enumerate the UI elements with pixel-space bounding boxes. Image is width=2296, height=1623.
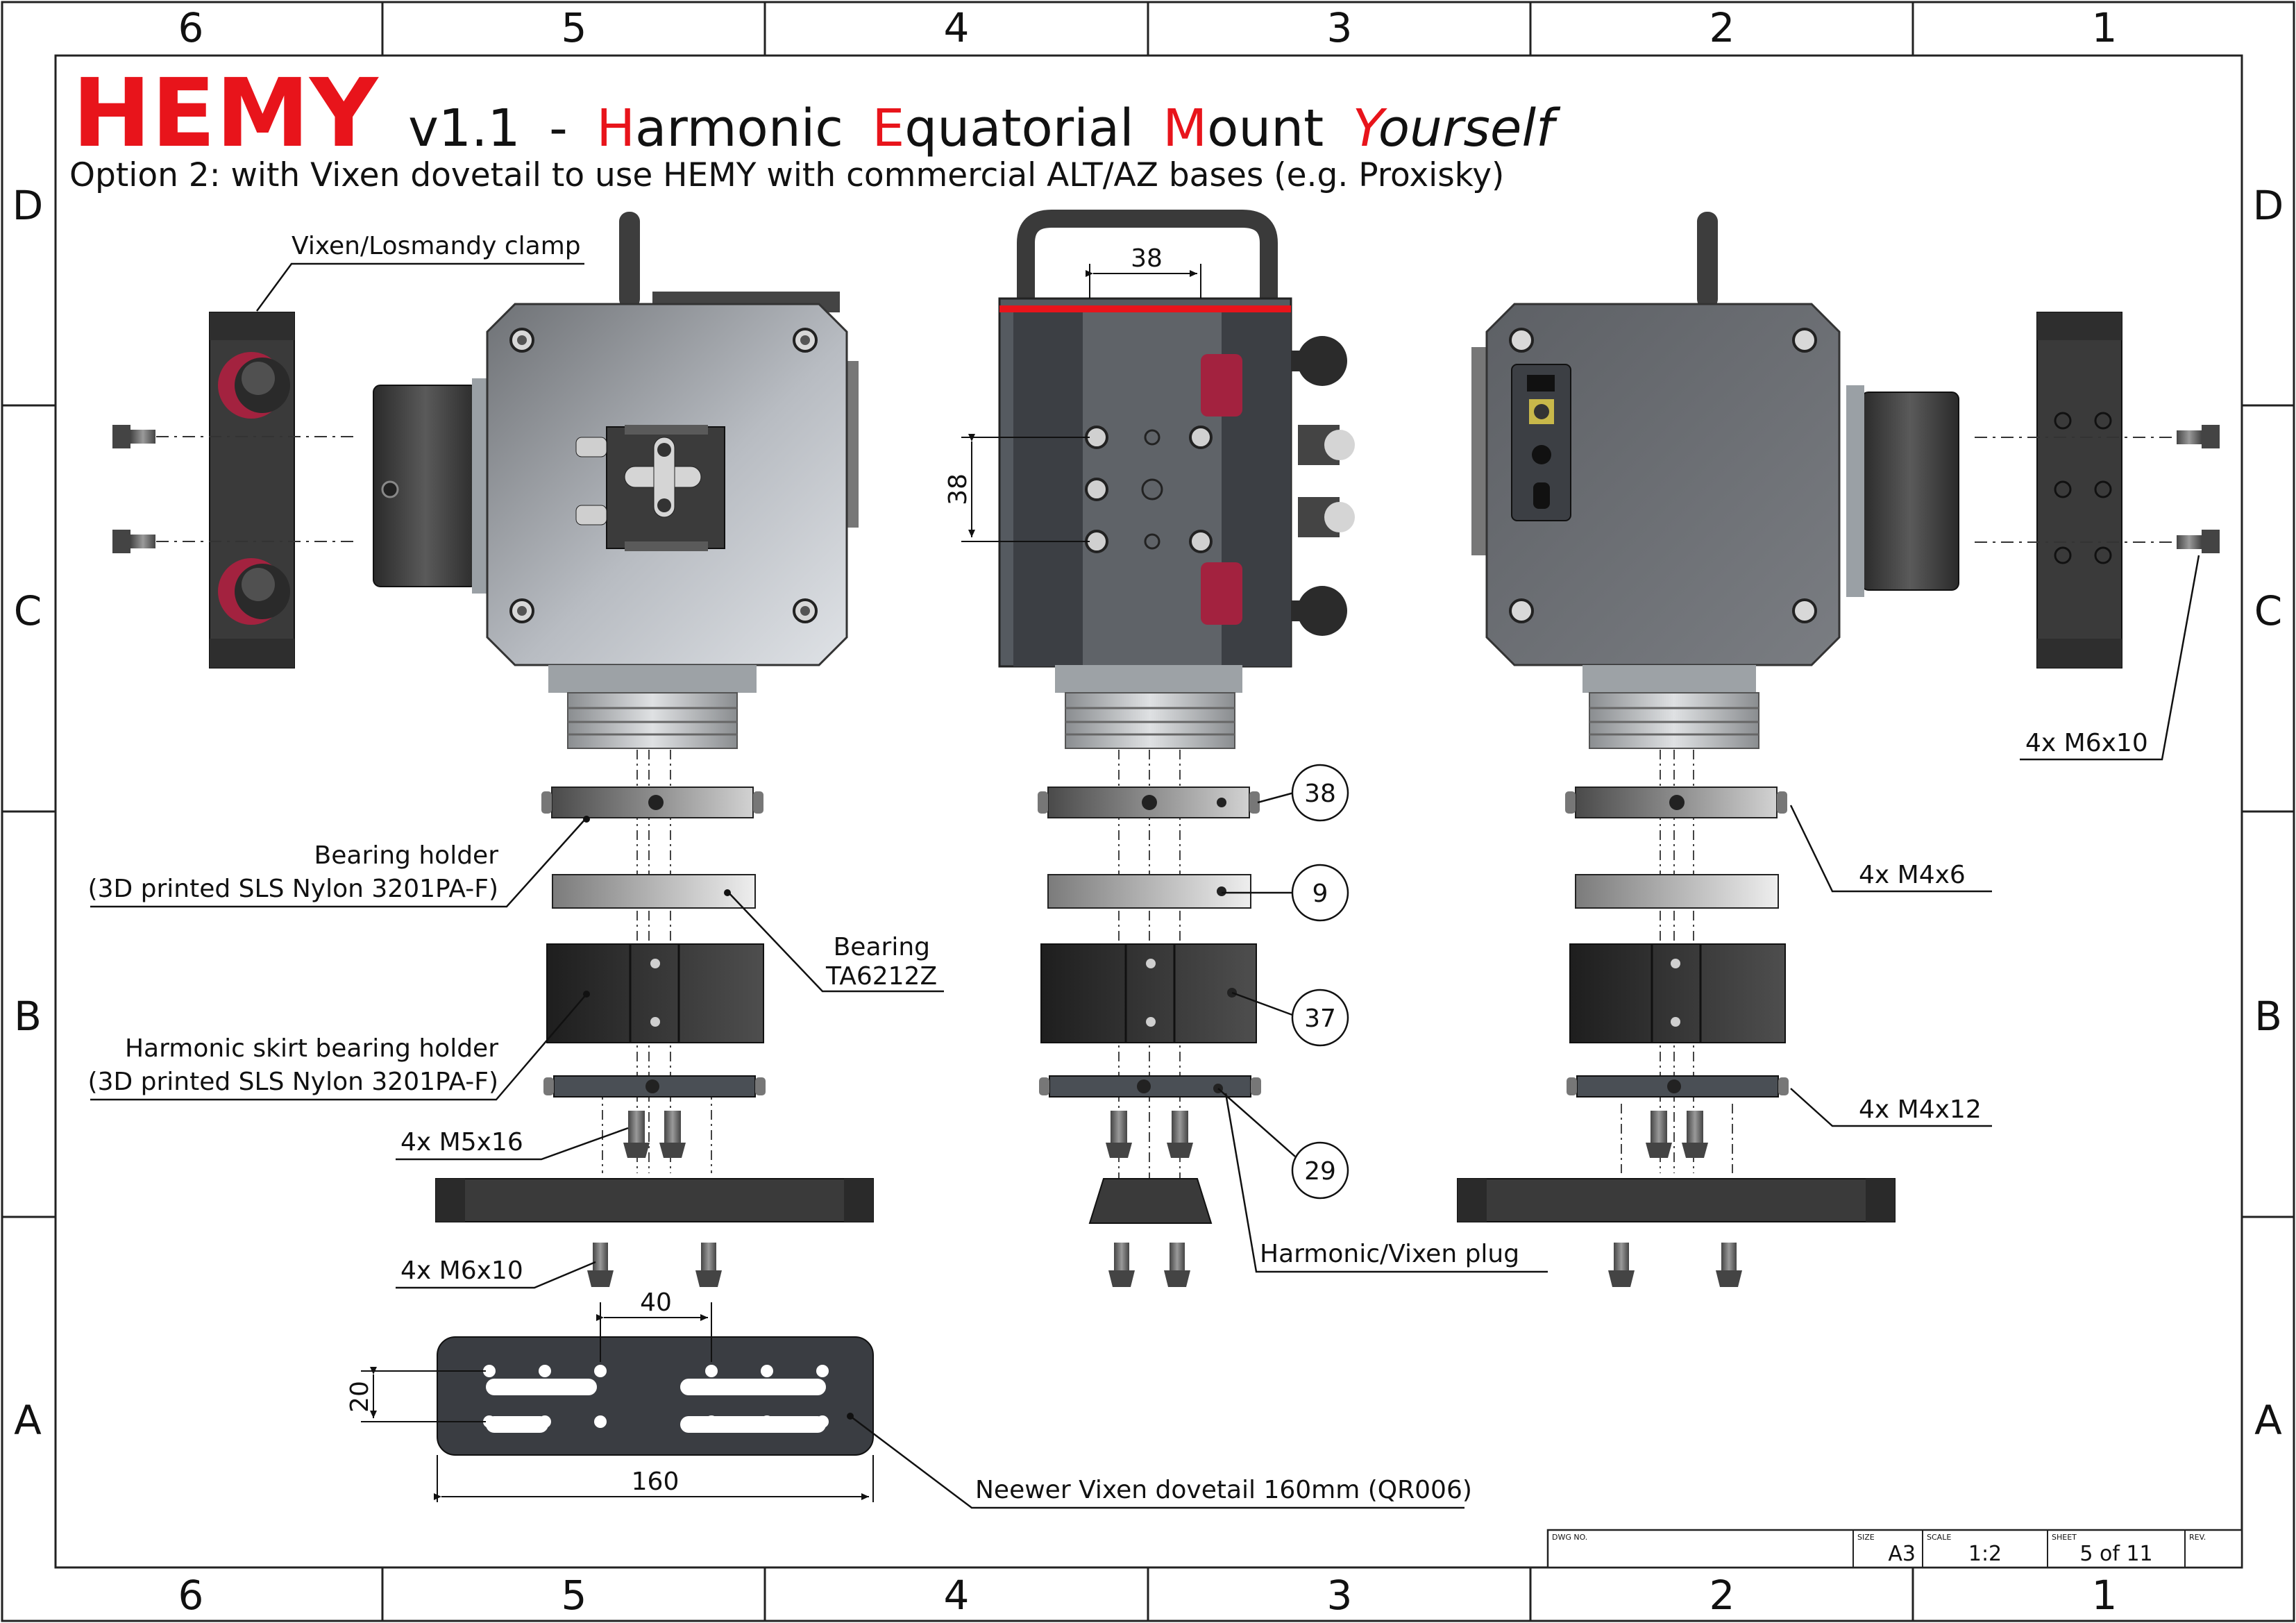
tb-scale-label: SCALE [1927, 1533, 1952, 1542]
label-bearing-2: TA6212Z [826, 962, 938, 991]
clamp-screw-left-2 [112, 530, 155, 553]
tb-size-label: SIZE [1857, 1533, 1875, 1542]
m6-screw-3 [1108, 1243, 1135, 1287]
title-dash: - [549, 99, 568, 158]
col-label-5-bottom: 5 [561, 1572, 587, 1619]
title-word-yourself: ourself [1378, 99, 1555, 158]
label-m6x10-right: 4x M6x10 [2025, 729, 2148, 757]
row-label-c-right: C [2254, 587, 2283, 634]
page-title [72, 59, 1561, 169]
tb-rev-label: REV. [2189, 1533, 2206, 1542]
harmonic-vixen-plug [1090, 1179, 1211, 1223]
label-dovetail: Neewer Vixen dovetail 160mm (QR006) [975, 1476, 1472, 1504]
title-initial-y: Y [1352, 99, 1378, 158]
label-m5x16: 4x M5x16 [400, 1128, 523, 1157]
title-word-harmonic: armonic [634, 99, 843, 158]
title-word-equatorial: quatorial [904, 99, 1134, 158]
dimension-side-height-value: 38 [944, 473, 972, 505]
vixen-clamp-right-view [2037, 312, 2122, 668]
balloon-29 [1218, 1088, 1348, 1198]
col-label-1-bottom: 1 [2091, 1572, 2118, 1619]
label-plug: Harmonic/Vixen plug [1260, 1240, 1520, 1268]
col-label-1-top: 1 [2091, 4, 2118, 51]
clamp-screw-right-1 [2177, 425, 2220, 448]
col-label-6-top: 6 [178, 4, 204, 51]
col-label-5-top: 5 [561, 4, 587, 51]
page-subtitle: Option 2: with Vixen dovetail to use HEMY with commercial ALT/AZ bases (e.g. Proxisky) [69, 156, 1505, 194]
balloon-37-number: 37 [1304, 1004, 1336, 1033]
col-label-4-bottom: 4 [943, 1572, 970, 1619]
title-word-mount: ount [1207, 99, 1324, 158]
label-m4x12: 4x M4x12 [1859, 1095, 1982, 1124]
row-label-a-right: A [2254, 1397, 2282, 1444]
bearing-3 [1576, 875, 1778, 908]
col-label-3-bottom: 3 [1326, 1572, 1353, 1619]
dimension-plate-length [437, 1455, 873, 1502]
title-initial-h: H [596, 99, 635, 158]
clamp-screw-left-1 [112, 425, 155, 448]
label-bearing-holder-1: Bearing holder [314, 841, 498, 870]
tb-dwg-no-label: DWG NO. [1552, 1533, 1588, 1542]
dimension-plate-length-value: 160 [631, 1468, 679, 1496]
col-label-6-bottom: 6 [178, 1572, 204, 1619]
row-label-c-left: C [13, 587, 42, 634]
row-label-b-left: B [14, 993, 42, 1040]
balloon-9-number: 9 [1312, 880, 1328, 908]
title-block [1548, 1530, 2242, 1567]
clamp-screw-right-2 [2177, 530, 2220, 553]
m5-screw-3 [1106, 1111, 1132, 1158]
label-bearing-holder-2: (3D printed SLS Nylon 3201PA-F) [87, 875, 498, 903]
tb-sheet-value: 5 of 11 [2079, 1542, 2153, 1566]
exploded-stack-front [436, 750, 873, 1287]
title-brand: HEMY [72, 59, 378, 169]
base-plate-2 [1458, 1179, 1895, 1222]
m5-screw-6 [1682, 1111, 1708, 1158]
vixen-dovetail-plate [437, 1337, 873, 1455]
m6-screw-2 [695, 1243, 722, 1287]
tb-sheet-label: SHEET [2052, 1533, 2077, 1542]
row-label-a-left: A [14, 1397, 42, 1444]
m5-screw-4 [1167, 1111, 1193, 1158]
col-label-2-top: 2 [1709, 4, 1735, 51]
m5-screw-5 [1646, 1111, 1672, 1158]
row-label-d-left: D [12, 182, 44, 229]
m5-screw-2 [659, 1111, 686, 1158]
exploded-stack-side [1038, 750, 1261, 1287]
m6-screw-6 [1716, 1243, 1742, 1287]
tb-size-value: A3 [1888, 1542, 1916, 1566]
m6-screw-4 [1164, 1243, 1190, 1287]
m5-screw-1 [623, 1111, 650, 1158]
row-label-d-right: D [2252, 182, 2284, 229]
vixen-clamp-left-view [210, 312, 294, 668]
label-m4x6: 4x M4x6 [1859, 861, 1966, 889]
title-initial-e: E [872, 99, 905, 158]
hemy-front-view [373, 212, 859, 748]
label-m6x10-left: 4x M6x10 [400, 1256, 523, 1285]
row-label-b-right: B [2254, 993, 2282, 1040]
hemy-side-view [999, 219, 1355, 748]
tb-scale-value: 1:2 [1968, 1542, 2002, 1566]
dimension-top-width-value: 38 [1131, 244, 1163, 273]
m6-screw-5 [1608, 1243, 1635, 1287]
dimension-top-width [1090, 244, 1201, 298]
title-version: v1.1 [408, 99, 521, 158]
label-skirt-holder-1: Harmonic skirt bearing holder [124, 1034, 498, 1063]
balloon-9 [1222, 865, 1348, 920]
hemy-back-view [1471, 212, 1959, 748]
balloon-29-number: 29 [1304, 1157, 1336, 1186]
label-bearing-1: Bearing [833, 933, 930, 961]
title-initial-m: M [1163, 99, 1208, 158]
dimension-slot-pitch-value: 40 [640, 1288, 672, 1317]
label-vixen-clamp: Vixen/Losmandy clamp [292, 232, 581, 260]
label-skirt-holder-2: (3D printed SLS Nylon 3201PA-F) [87, 1068, 498, 1096]
base-plate-1 [436, 1179, 873, 1222]
col-label-3-top: 3 [1326, 4, 1353, 51]
balloon-38 [1258, 765, 1348, 821]
exploded-stack-back [1458, 750, 1895, 1287]
balloon-38-number: 38 [1304, 780, 1336, 808]
col-label-4-top: 4 [943, 4, 970, 51]
col-label-2-bottom: 2 [1709, 1572, 1735, 1619]
dimension-plate-height-value: 20 [346, 1381, 374, 1413]
skirt-bearing-holder-3 [1570, 944, 1785, 1043]
skirt-bearing-holder-2 [1041, 944, 1256, 1043]
